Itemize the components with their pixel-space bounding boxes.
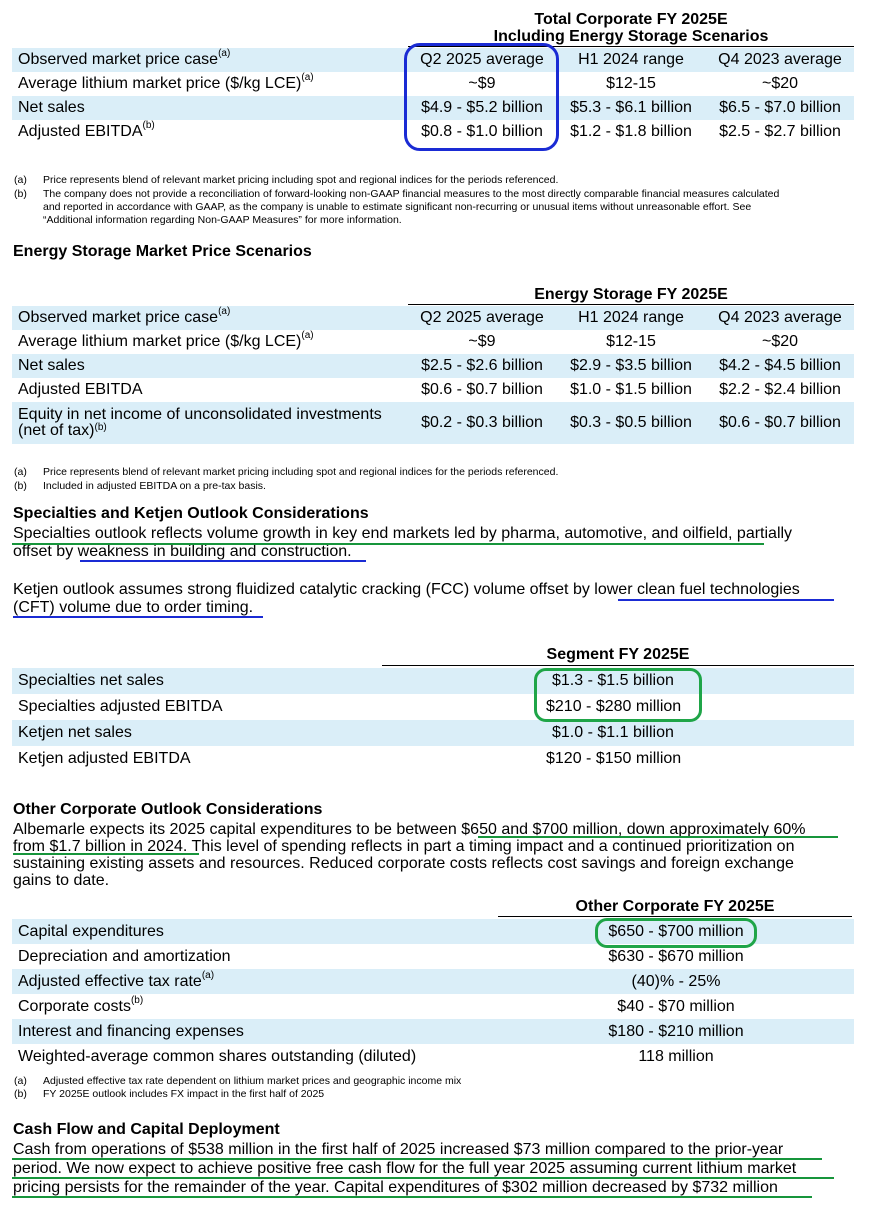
other-para-line3: sustaining existing assets and resources. Reduced corporate costs reflects cost savings and foreign exchange bbox=[13, 855, 794, 872]
table-row: Adjusted EBITDA$^{(b)}$ $0.8 - $1.0 billion $1.2 - $1.8 billion $2.5 - $2.7 billion bbox=[18, 120, 841, 140]
corp-table-title: Total Corporate FY 2025E Including Energy Storage Scenarios bbox=[493, 11, 769, 45]
q2-column-highlight bbox=[404, 43, 559, 151]
energy-title-rule bbox=[408, 304, 854, 305]
corp-header-label: Observed market price case$^{(a)}$ bbox=[12, 48, 408, 72]
specialties-values-highlight bbox=[534, 668, 702, 722]
other-para-line1: Albemarle expects its 2025 capital expenditures to be between $650 and $700 million, down approximately 60% bbox=[13, 821, 806, 838]
cash-para-line1: Cash from operations of $538 million in the first half of 2025 increased $73 million compared to the prior-year bbox=[13, 1141, 784, 1158]
table-row: Average lithium market price ($/kg LCE)$^{(a)}$ ~$9 $12-15 ~$20 bbox=[18, 72, 799, 92]
table-row: Adjusted EBITDA $0.6 - $0.7 billion $1.0 - $1.5 billion $2.2 - $2.4 billion bbox=[18, 381, 841, 398]
cash-para-line2: period. We now expect to achieve positive free cash flow for the full year 2025 assuming current lithium market bbox=[13, 1160, 797, 1177]
blue-underline bbox=[13, 616, 263, 618]
table-row: Ketjen adjusted EBITDA $120 - $150 million bbox=[18, 750, 682, 767]
table-row: Specialties net sales $1.3 - $1.5 billion bbox=[12, 668, 854, 694]
table-row: Net sales $2.5 - $2.6 billion $2.9 - $3.5 billion $4.2 - $4.5 billion bbox=[12, 354, 854, 378]
corp-col-h1: H1 2024 range bbox=[556, 48, 706, 72]
table-row: Ketjen net sales $1.0 - $1.1 billion bbox=[12, 720, 854, 746]
specialties-para-line2: offset by weakness in building and construction. bbox=[13, 543, 352, 560]
green-underline bbox=[478, 836, 838, 838]
green-underline bbox=[12, 1177, 834, 1179]
table-row: Adjusted effective tax rate$^{(a)}$ (40)% - 25% bbox=[12, 969, 854, 994]
table-row: Net sales $4.9 - $5.2 billion $5.3 - $6.1 billion $6.5 - $7.0 billion bbox=[12, 96, 854, 120]
segment-table bbox=[12, 668, 854, 772]
cash-para-line3: pricing persists for the remainder of the year. Capital expenditures of $302 million decreased by $732 million bbox=[13, 1179, 778, 1196]
table-row: Interest and financing expenses $180 - $210 million bbox=[12, 1019, 854, 1044]
capex-value-highlight bbox=[595, 918, 757, 948]
segment-table-title: Segment FY 2025E bbox=[546, 646, 690, 663]
energy-heading: Energy Storage Market Price Scenarios bbox=[13, 243, 312, 260]
other-heading: Other Corporate Outlook Considerations bbox=[13, 801, 323, 818]
ketjen-para-line1: Ketjen outlook assumes strong fluidized catalytic cracking (FCC) volume offset by lower clean fuel technologies bbox=[13, 581, 800, 598]
table-row: Specialties adjusted EBITDA $210 - $280 million bbox=[18, 698, 682, 715]
corp-footnote-b: (b) The company does not provide a reconciliation of forward-looking non-GAAP financial measures to the most directly comparable financial measures calculated and reported in accordance with GAAP, as the company is unable to estimate significant non-recurring or unusual items without unreasonable effort. See “Additional information regarding Non-GAAP Measures” for more information. bbox=[14, 188, 780, 226]
other-table-title: Other Corporate FY 2025E bbox=[575, 898, 775, 915]
green-underline bbox=[13, 853, 199, 855]
energy-table-title: Energy Storage FY 2025E bbox=[534, 286, 728, 303]
table-row: Capital expenditures $650 - $700 million bbox=[12, 919, 854, 944]
energy-header-row: Observed market price case$^{(a)}$ Q2 2025 average H1 2024 range Q4 2023 average bbox=[12, 306, 854, 330]
specialties-para-line1: Specialties outlook reflects volume growth in key end markets led by pharma, automotive, and oilfield, partially bbox=[13, 525, 793, 542]
specialties-heading: Specialties and Ketjen Outlook Considerations bbox=[13, 505, 369, 522]
ketjen-para-line2: (CFT) volume due to order timing. bbox=[13, 599, 254, 616]
table-row: Weighted-average common shares outstanding (diluted) 118 million bbox=[18, 1047, 714, 1065]
table-row: Equity in net income of unconsolidated investments (net of tax)$^{(b)}$ $0.2 - $0.3 billion $0.3 - $0.5 billion $0.6 - $0.7 billion bbox=[12, 402, 854, 444]
blue-underline bbox=[80, 560, 366, 562]
green-underline bbox=[12, 543, 764, 545]
table-row: Corporate costs$^{(b)}$ $40 - $70 million bbox=[18, 994, 735, 1015]
other-para-line4: gains to date. bbox=[13, 872, 110, 889]
energy-table bbox=[12, 306, 854, 444]
corp-col-q2: Q2 2025 average bbox=[408, 48, 556, 72]
blue-underline bbox=[618, 599, 834, 601]
other-title-rule bbox=[498, 916, 852, 917]
green-underline bbox=[12, 1196, 812, 1198]
corp-col-q4: Q4 2023 average bbox=[706, 48, 854, 72]
table-row: Average lithium market price ($/kg LCE)$^{(a)}$ ~$9 $12-15 ~$20 bbox=[18, 330, 799, 350]
segment-title-rule bbox=[382, 665, 854, 666]
green-underline bbox=[12, 1158, 822, 1160]
table-row: Depreciation and amortization $630 - $670 million bbox=[18, 947, 744, 965]
cash-heading: Cash Flow and Capital Deployment bbox=[13, 1121, 280, 1138]
other-para-line2: from $1.7 billion in 2024. This level of spending reflects in part a timing impact and a continued prioritization on bbox=[13, 838, 795, 855]
